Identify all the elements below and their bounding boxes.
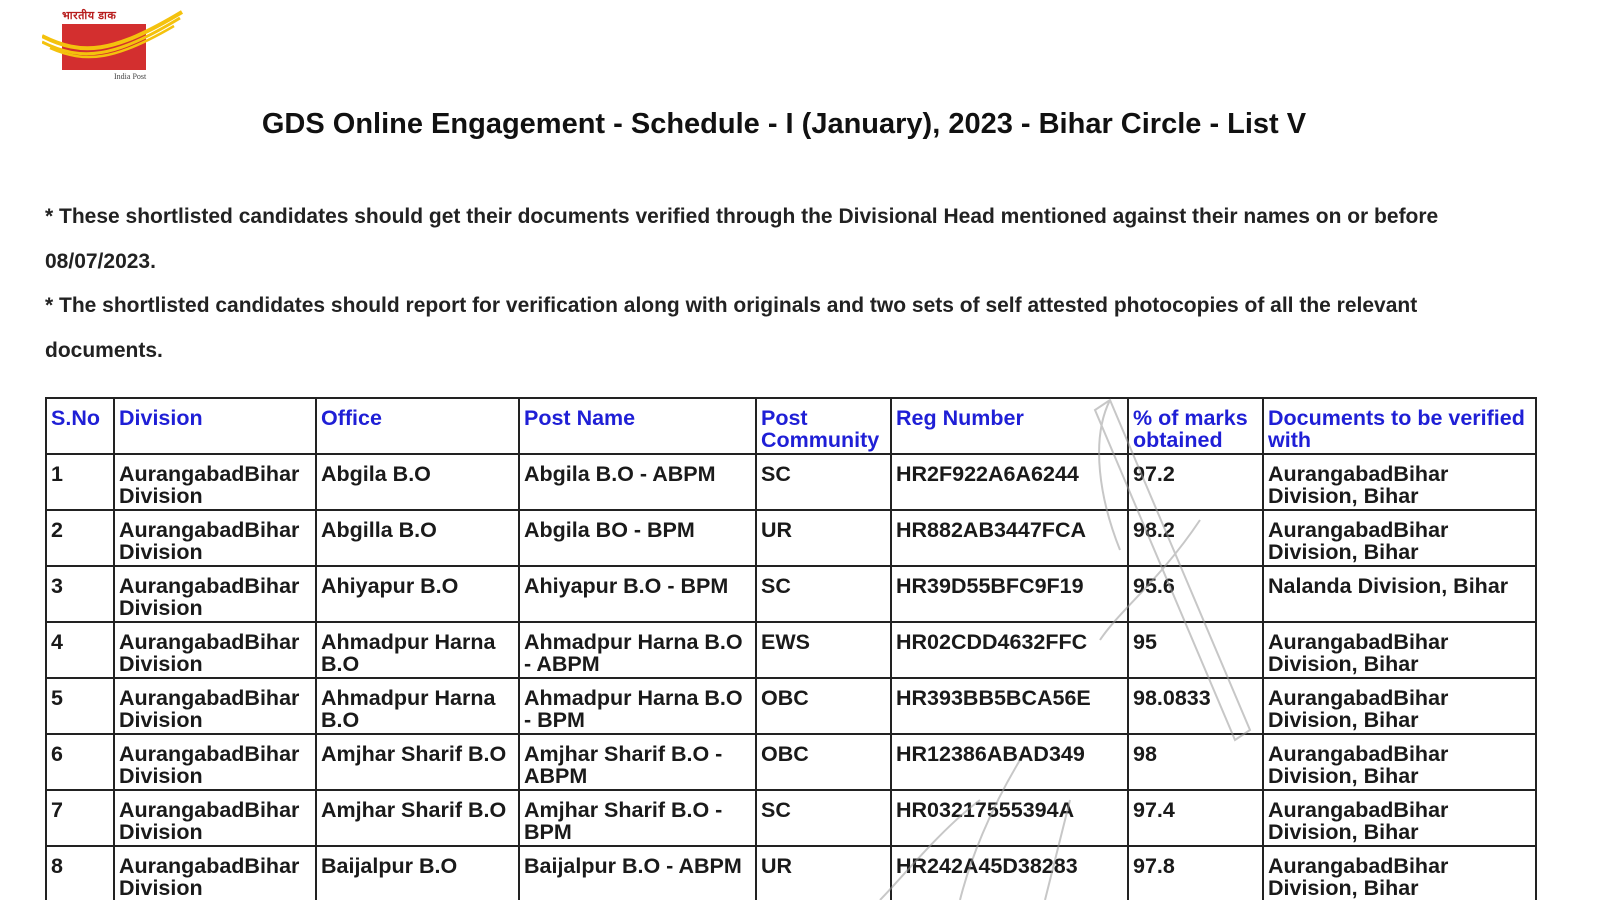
cell-office: Amjhar Sharif B.O (316, 790, 519, 846)
header-office: Office (316, 398, 519, 454)
cell-post-name: Ahmadpur Harna B.O - ABPM (519, 622, 756, 678)
cell-office: Ahmadpur Harna B.O (316, 678, 519, 734)
cell-documents: AurangabadBihar Division, Bihar (1263, 510, 1536, 566)
header-documents: Documents to be verified with (1263, 398, 1536, 454)
header-sno: S.No (46, 398, 114, 454)
table-header-row (46, 398, 1536, 454)
cell-marks: 98.0833 (1128, 678, 1263, 734)
cell-office: Ahmadpur Harna B.O (316, 622, 519, 678)
logo-hindi-text: भारतीय डाक (62, 10, 117, 22)
cell-community: SC (756, 454, 891, 510)
cell-division: AurangabadBihar Division (114, 566, 316, 622)
header-reg-number: Reg Number (891, 398, 1128, 454)
cell-office: Ahiyapur B.O (316, 566, 519, 622)
cell-division: AurangabadBihar Division (114, 678, 316, 734)
cell-reg-number: HR12386ABAD349 (891, 734, 1128, 790)
cell-division: AurangabadBihar Division (114, 790, 316, 846)
cell-community: OBC (756, 734, 891, 790)
cell-sno: 8 (46, 846, 114, 900)
cell-documents: AurangabadBihar Division, Bihar (1263, 790, 1536, 846)
table-row (46, 510, 1536, 566)
table-row (46, 678, 1536, 734)
cell-reg-number: HR242A45D38283 (891, 846, 1128, 900)
cell-community: EWS (756, 622, 891, 678)
table-row (46, 622, 1536, 678)
cell-sno: 6 (46, 734, 114, 790)
cell-division: AurangabadBihar Division (114, 454, 316, 510)
cell-reg-number: HR393BB5BCA56E (891, 678, 1128, 734)
instruction-note: * These shortlisted candidates should get their documents verified through the Divisional Head mentioned against their names on or before 08/07/2023. (45, 205, 1439, 273)
cell-office: Baijalpur B.O (316, 846, 519, 900)
cell-division: AurangabadBihar Division (114, 622, 316, 678)
cell-reg-number: HR882AB3447FCA (891, 510, 1128, 566)
instructions (45, 195, 1505, 373)
cell-post-name: Amjhar Sharif B.O - BPM (519, 790, 756, 846)
cell-documents: AurangabadBihar Division, Bihar (1263, 454, 1536, 510)
cell-marks: 95 (1128, 622, 1263, 678)
cell-reg-number: HR02CDD4632FFC (891, 622, 1128, 678)
cell-marks: 95.6 (1128, 566, 1263, 622)
header-division: Division (114, 398, 316, 454)
cell-documents: AurangabadBihar Division, Bihar (1263, 678, 1536, 734)
cell-marks: 98.2 (1128, 510, 1263, 566)
cell-documents: AurangabadBihar Division, Bihar (1263, 846, 1536, 900)
table-row (46, 846, 1536, 900)
cell-post-name: Abgila BO - BPM (519, 510, 756, 566)
cell-documents: AurangabadBihar Division, Bihar (1263, 622, 1536, 678)
header-post-name: Post Name (519, 398, 756, 454)
header-marks: % of marks obtained (1128, 398, 1263, 454)
cell-post-name: Abgila B.O - ABPM (519, 454, 756, 510)
cell-reg-number: HR2F922A6A6244 (891, 454, 1128, 510)
cell-sno: 1 (46, 454, 114, 510)
cell-documents: AurangabadBihar Division, Bihar (1263, 734, 1536, 790)
cell-reg-number: HR39D55BFC9F19 (891, 566, 1128, 622)
cell-post-name: Ahmadpur Harna B.O - BPM (519, 678, 756, 734)
cell-office: Abgila B.O (316, 454, 519, 510)
cell-marks: 97.4 (1128, 790, 1263, 846)
cell-community: UR (756, 846, 891, 900)
cell-community: SC (756, 566, 891, 622)
cell-division: AurangabadBihar Division (114, 510, 316, 566)
cell-reg-number: HR03217555394A (891, 790, 1128, 846)
cell-post-name: Amjhar Sharif B.O - ABPM (519, 734, 756, 790)
cell-community: SC (756, 790, 891, 846)
table-row (46, 454, 1536, 510)
table-row (46, 790, 1536, 846)
cell-marks: 97.2 (1128, 454, 1263, 510)
document-title: GDS Online Engagement - Schedule - I (January), 2023 - Bihar Circle - List V (261, 108, 1307, 140)
table-row (46, 734, 1536, 790)
cell-division: AurangabadBihar Division (114, 846, 316, 900)
cell-documents: Nalanda Division, Bihar (1263, 566, 1536, 622)
cell-division: AurangabadBihar Division (114, 734, 316, 790)
cell-sno: 7 (46, 790, 114, 846)
logo-english-text: India Post (114, 72, 147, 81)
table-row (46, 566, 1536, 622)
results-table (45, 397, 1537, 900)
cell-sno: 3 (46, 566, 114, 622)
cell-sno: 2 (46, 510, 114, 566)
cell-post-name: Ahiyapur B.O - BPM (519, 566, 756, 622)
instruction-note: * The shortlisted candidates should report for verification along with originals and two sets of self attested photocopies of all the relevant documents. (45, 294, 1418, 362)
cell-marks: 98 (1128, 734, 1263, 790)
cell-office: Amjhar Sharif B.O (316, 734, 519, 790)
cell-post-name: Baijalpur B.O - ABPM (519, 846, 756, 900)
cell-office: Abgilla B.O (316, 510, 519, 566)
cell-community: OBC (756, 678, 891, 734)
cell-marks: 97.8 (1128, 846, 1263, 900)
india-post-logo (42, 6, 192, 86)
header-post-community: Post Community (756, 398, 891, 454)
cell-sno: 4 (46, 622, 114, 678)
cell-community: UR (756, 510, 891, 566)
results-table-container (45, 397, 1535, 900)
cell-sno: 5 (46, 678, 114, 734)
